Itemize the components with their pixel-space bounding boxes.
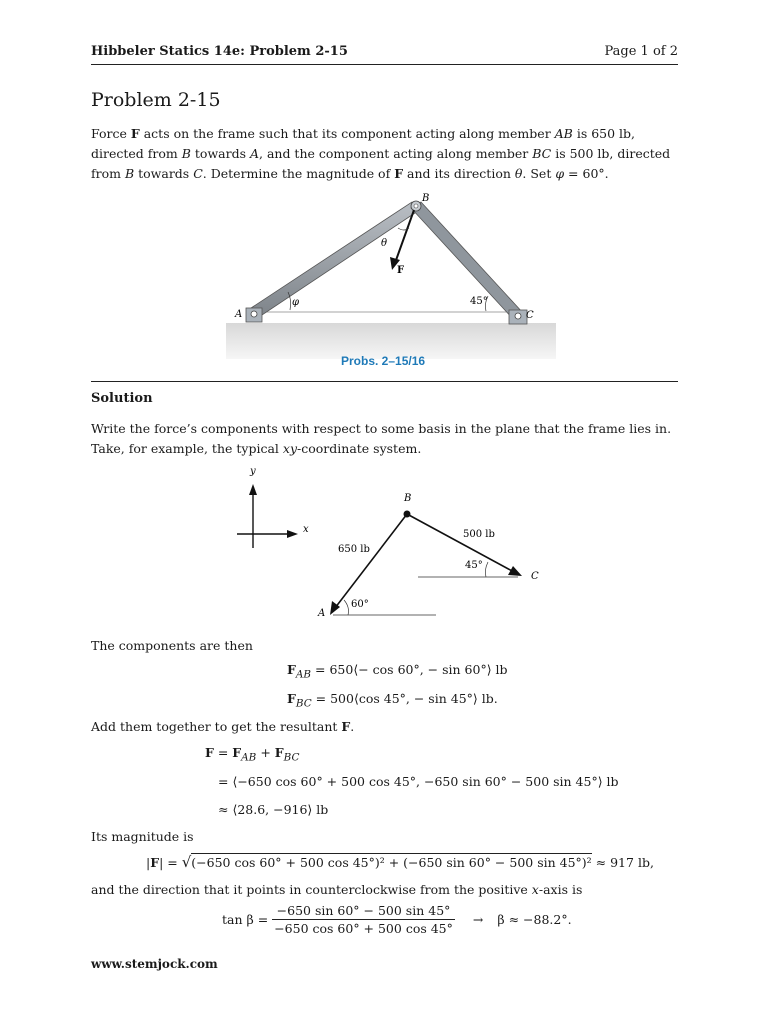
label-45: 45°: [470, 296, 488, 307]
label-45deg: 45°: [465, 560, 483, 571]
label-c2: C: [531, 571, 539, 582]
section-rule: [91, 381, 678, 382]
footer-site: www.stemjock.com: [91, 957, 218, 971]
components-intro: The components are then: [91, 638, 253, 653]
frame-figure: [226, 190, 556, 370]
resultant-intro: Add them together to get the resultant F.: [91, 719, 355, 734]
equation-fab: $F_{AB}$ = 650⟨− cos 60°, − sin 60°⟩ lb: [287, 662, 508, 681]
arc-45: [485, 562, 488, 577]
equation-resultant-expanded: = ⟨−650 cos 60° + 500 cos 45°, −650 sin 60° − 500 sin 45°⟩ lb: [218, 774, 619, 789]
vector-bc-head: [508, 566, 522, 576]
label-650lb: 650 lb: [338, 544, 370, 555]
equation-direction: tan β = $\frac{-650 \sin 60^\circ - 500 \sin 45^\circ}{-650 \cos 60^\circ + 500 \cos 45^\circ}$ → β ≈ −88.2°.: [222, 903, 572, 936]
x-axis-arrow: [287, 530, 298, 538]
header-rule: [91, 64, 678, 65]
support-c: [509, 310, 527, 324]
header-title: Hibbeler Statics 14e: Problem 2-15: [91, 44, 348, 59]
arc-60: [344, 600, 349, 615]
member-bc: [411, 202, 524, 320]
magnitude-intro: Its magnitude is: [91, 829, 194, 844]
label-a2: A: [318, 608, 326, 619]
figure-caption: Probs. 2–15/16: [341, 354, 426, 368]
problem-heading: Problem 2-15: [91, 89, 221, 111]
solution-intro: Write the force’s components with respect to some basis in the plane that the frame lies in. Take, for example, the typical xy-coordinate system.: [91, 421, 672, 456]
support-a: [246, 308, 262, 322]
equation-resultant: $F = F_{AB} + F_{BC}$: [205, 745, 300, 764]
label-b2: B: [404, 493, 412, 504]
solution-heading: Solution: [91, 391, 153, 406]
y-axis-label: y: [250, 466, 256, 477]
y-axis-arrow: [249, 484, 257, 495]
equation-fbc: $F_{BC}$ = 500⟨cos 45°, − sin 45°⟩ lb.: [287, 691, 498, 710]
equation-resultant-approx: ≈ ⟨28.6, −916⟩ lb: [218, 802, 329, 817]
page-number: Page 1 of 2: [604, 44, 678, 59]
equation-magnitude: |F| = √(−650 cos 60° + 500 cos 45°)² + (−650 sin 60° − 500 sin 45°)² ≈ 917 lb,: [146, 853, 654, 871]
direction-fraction: $\frac{-650 \sin 60^\circ - 500 \sin 45^\circ}{-650 \cos 60^\circ + 500 \cos 45^\circ}$: [274, 903, 453, 936]
vector-bc: [407, 514, 514, 572]
x-axis-label: x: [303, 524, 309, 535]
label-f: F: [397, 265, 405, 276]
label-b: B: [422, 193, 430, 204]
label-phi: φ: [292, 297, 300, 308]
direction-intro: and the direction that it points in counterclockwise from the positive x-axis is: [91, 882, 583, 897]
problem-statement: Force F acts on the frame such that its component acting along member AB is 650 lb, directed from B towards A, and the component acting along member BC is 500 lb, directed from B towards C. Determine the magnitude of F and its direction θ. Set φ = 60°.: [91, 126, 671, 181]
vector-ab: [335, 514, 407, 608]
label-500lb: 500 lb: [463, 529, 495, 540]
label-c: C: [526, 310, 534, 321]
vector-diagram: [226, 462, 556, 622]
label-60deg: 60°: [351, 599, 369, 610]
label-a: A: [235, 309, 243, 320]
label-theta: θ: [381, 238, 388, 249]
